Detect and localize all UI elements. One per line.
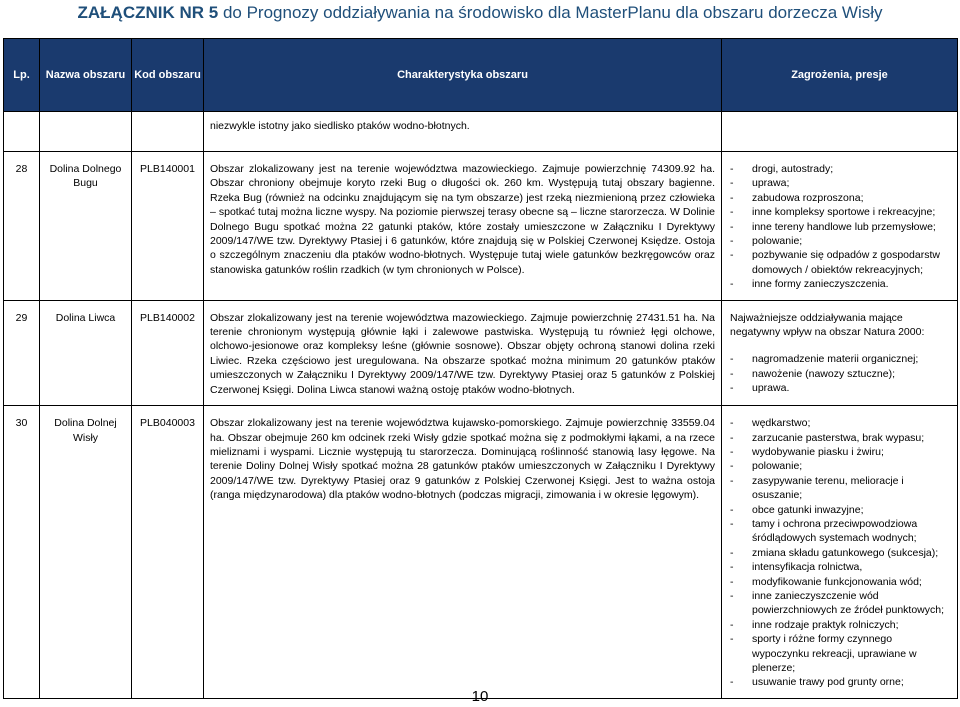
row-lp: 30 — [4, 406, 40, 699]
threat-item: - obce gatunki inwazyjne; — [730, 503, 951, 517]
header-desc: Charakterystyka obszaru — [204, 39, 722, 112]
threat-item: - inne zanieczyszczenie wód powierzchniowych ze źródeł punktowych; — [730, 589, 951, 618]
title-prefix: ZAŁĄCZNIK NR 5 — [77, 3, 219, 22]
table-row — [4, 152, 958, 301]
threat-item: - zmiana składu gatunkowego (sukcesja); — [730, 546, 951, 560]
cont-code — [132, 112, 204, 152]
header-name: Nazwa obszaru — [40, 39, 132, 112]
row-name: Dolina Dolnego Bugu — [40, 152, 132, 301]
header-lp: Lp. — [4, 39, 40, 112]
threat-item: - usuwanie trawy pod grunty orne; — [730, 675, 951, 689]
threat-item: - inne tereny handlowe lub przemysłowe; — [730, 220, 951, 234]
threat-item: - nagromadzenie materii organicznej; — [730, 352, 951, 366]
row-name: Dolina Dolnej Wisły — [40, 406, 132, 699]
row-description: Obszar zlokalizowany jest na terenie województwa mazowieckiego. Zajmuje powierzchnię 74309.92 ha. Obszar chroniony obejmuje koryto rzeki Bug o długości ok. 260 km. Występują tutaj obszary bagienne. Rzeka Bug (również na odcinku znajdującym się na tym obszarze) jest rzeką niezmienioną przez człowieka – spotkać tutaj można liczne wyspy. Na poziomie pierwszej terasy obecne są – liczne starorzecza. W Dolinie Dolnego Bugu spotkać można 22 gatunki ptaków, które zostały umieszczone w Załączniku I Dyrektywy 2009/147/WE tzw. Dyrektywy Ptasiej i 6 gatunków, które znajdują się w Polskiej Czerwonej Księdze. Ostoja o szczególnym znaczeniu dla ptaków wodno-błotnych. Występuje tutaj wiele gatunków bezkręgowców oraz stanowiska gatunków roślin rzadkich (w tym chronionych w Polsce). — [204, 152, 722, 301]
row-description: Obszar zlokalizowany jest na terenie województwa mazowieckiego. Zajmuje powierzchnię 27431.51 ha. Na terenie chronionym występują głównie łąki i zalewowe pastwiska. Występują tu również łęgi olchowe, olchowo-jesionowe oraz kompleksy leśne (głównie sosnowe). Obszar objęty ochroną stanowi dolina rzeki Liwiec. Rzeka częściowo jest uregulowana. Na obszarze spotkać można minimum 20 gatunków ptaków umieszczonych w Załączniku I Dyrektywy 2009/147/WE tzw. Dyrektywy Ptasiej oraz 5 gatunków z Polskiej Czerwonej Księgi. Dolina Liwca stanowi ważną ostoję ptaków wodno-błotnych. — [204, 300, 722, 405]
threat-item: - polowanie; — [730, 459, 951, 473]
table-header-row — [4, 39, 958, 112]
document-title — [0, 0, 960, 30]
header-threats: Zagrożenia, presje — [722, 39, 958, 112]
cont-lp — [4, 112, 40, 152]
threat-item: - drogi, autostrady; — [730, 162, 951, 176]
threat-item: - wędkarstwo; — [730, 416, 951, 430]
threat-item: - wydobywanie piasku i żwiru; — [730, 445, 951, 459]
row-threats — [722, 300, 958, 405]
threat-item: - tamy i ochrona przeciwpowodziowa śródlądowych systemach wodnych; — [730, 517, 951, 546]
row-code: PLB140001 — [132, 152, 204, 301]
cont-name — [40, 112, 132, 152]
page-number: 10 — [471, 688, 489, 705]
threat-item: - inne formy zanieczyszczenia. — [730, 277, 951, 291]
row-lp: 28 — [4, 152, 40, 301]
row-code: PLB040003 — [132, 406, 204, 699]
row-threats — [722, 406, 958, 699]
threat-item: - uprawa; — [730, 176, 951, 190]
threat-item: - nawożenie (nawozy sztuczne); — [730, 367, 951, 381]
threat-item: - zabudowa rozproszona; — [730, 191, 951, 205]
table-row — [4, 300, 958, 405]
threat-item: - intensyfikacja rolnictwa, — [730, 560, 951, 574]
threats-list — [730, 352, 951, 395]
threats-list — [730, 416, 951, 690]
natura-sites-table — [3, 38, 958, 699]
threat-item: - modyfikowanie funkcjonowania wód; — [730, 575, 951, 589]
threats-intro: Najważniejsze oddziaływania mające negatywny wpływ na obszar Natura 2000: — [730, 311, 925, 339]
threat-item: - polowanie; — [730, 234, 951, 248]
threat-item: - uprawa. — [730, 381, 951, 395]
row-threats — [722, 152, 958, 301]
cont-threats — [722, 112, 958, 152]
threat-item: - inne kompleksy sportowe i rekreacyjne; — [730, 205, 951, 219]
threat-item: - pozbywanie się odpadów z gospodarstw domowych / obiektów rekreacyjnych; — [730, 248, 951, 277]
threat-item: - sporty i różne formy czynnego wypoczynku rekreacji, uprawiane w plenerze; — [730, 632, 951, 675]
threat-item: - inne rodzaje praktyk rolniczych; — [730, 618, 951, 632]
row-lp: 29 — [4, 300, 40, 405]
title-rest: do Prognozy oddziaływania na środowisko dla MasterPlanu dla obszaru dorzecza Wisły — [218, 3, 883, 22]
threat-item: - zasypywanie terenu, melioracje i osuszanie; — [730, 474, 951, 503]
row-code: PLB140002 — [132, 300, 204, 405]
continuation-row — [4, 112, 958, 152]
header-code: Kod obszaru — [132, 39, 204, 112]
continuation-text: niezwykle istotny jako siedlisko ptaków wodno-błotnych. — [204, 112, 722, 152]
threats-list — [730, 162, 951, 292]
table-row — [4, 406, 958, 699]
row-name: Dolina Liwca — [40, 300, 132, 405]
threat-item: - zarzucanie pasterstwa, brak wypasu; — [730, 431, 951, 445]
row-description: Obszar zlokalizowany jest na terenie województwa kujawsko-pomorskiego. Zajmuje powierzchnię 33559.04 ha. Obszar obejmuje 260 km odcinek rzeki Wisły gdzie spotkać można się z podmokłymi łąkami, a na rzece mieliznami i wyspami. Licznie występują tu starorzecza. Dominującą roślinność stanowią lasy łęgowe. Na terenie Doliny Dolnej Wisły spotkać można 28 gatunków ptaków umieszczonych w Załączniku I Dyrektywy 2009/147/WE tzw. Dyrektywy Ptasiej oraz 9 gatunków z Polskiej Czerwonej Księgi. Jest to ważna ostoja (ranga międzynarodowa) dla ptaków wodno-błotnych (podczas migracji, zimowania i w okresie lęgowym). — [204, 406, 722, 699]
